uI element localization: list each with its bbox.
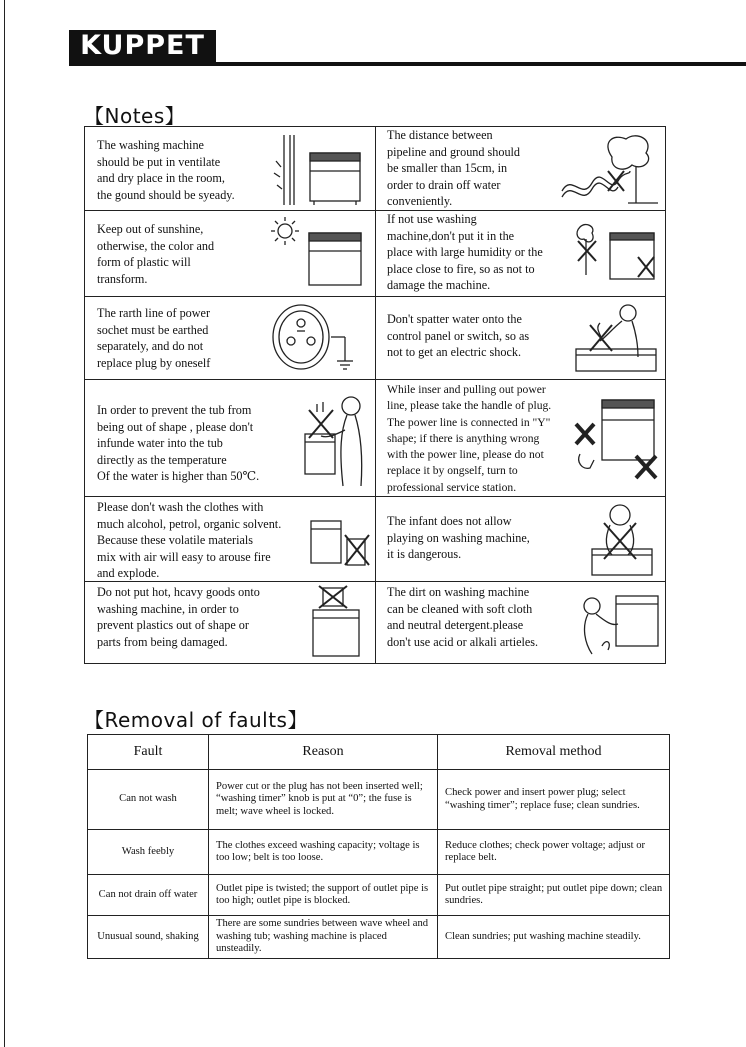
header-rule <box>69 62 746 66</box>
notes-row <box>85 496 665 581</box>
fault-cell: Wash feebly <box>88 830 209 875</box>
notes-title: 【Notes】 <box>84 104 186 128</box>
note-text: In order to prevent the tub from being out of shape , please don't infunde water into the tub directly as the temperature Of the water is higher than 50℃. <box>97 403 260 484</box>
notes-row <box>85 379 665 496</box>
washing-machine-wall-icon <box>272 131 367 207</box>
method-cell: Clean sundries; put washing machine steadily. <box>438 916 670 959</box>
drain-pipe-icon <box>558 131 660 207</box>
brand-logo: KUPPET <box>69 30 216 62</box>
note-text: If not use washing machine,don't put it in the place with large humidity or the place close to fire, so as not to damage the machine. <box>387 212 543 293</box>
fault-cell: Can not drain off water <box>88 875 209 916</box>
note-text: Keep out of sunshine, otherwise, the color and form of plastic will transform. <box>97 222 215 286</box>
no-water-splash-icon <box>572 301 660 375</box>
notes-row <box>85 127 665 210</box>
notes-table <box>84 126 666 664</box>
note-text: While inser and pulling out power line, please take the handle of plug. The power line is connected in "Y" shape; if there is anything wrong with the power line, please do not replace it by ongself, turn to professional service station. <box>387 383 552 494</box>
table-row <box>88 830 670 875</box>
note-text: The washing machine should be put in ventilate and dry place in the room, the gound should be syeady. <box>97 138 235 202</box>
no-petrol-icon <box>307 519 371 571</box>
method-cell: Put outlet pipe straight; put outlet pipe down; clean sundries. <box>438 875 670 916</box>
notes-row <box>85 581 665 663</box>
note-text: Don't spatter water onto the control panel or switch, so as not to get an electric shock. <box>387 312 530 360</box>
header-fault: Fault <box>88 735 209 770</box>
faults-header-row <box>88 735 670 770</box>
no-fire-humidity-icon <box>572 219 658 287</box>
method-cell: Reduce clothes; check power voltage; adjust or replace belt. <box>438 830 670 875</box>
fault-cell: Can not wash <box>88 770 209 830</box>
no-hot-water-icon <box>303 390 371 490</box>
note-text: Please don't wash the clothes with much alcohol, petrol, organic solvent. Because these volatile materials mix with air will easy to arouse fire and explode. <box>97 500 282 581</box>
note-text: The distance between pipeline and ground should be smaller than 15cm, in order to drain off water conveniently. <box>387 128 521 209</box>
reason-cell: Power cut or the plug has not been inserted well; “washing timer” knob is put at “0”; the fuse is melt; wave wheel is locked. <box>209 770 438 830</box>
note-cell <box>376 497 665 581</box>
power-socket-icon <box>271 301 361 375</box>
note-cell <box>85 211 376 296</box>
note-text: The rarth line of power sochet must be earthed separately, and do not replace plug by oneself <box>97 306 211 370</box>
reason-cell: There are some sundries between wave wheel and washing tub; washing machine is placed unsteadily. <box>209 916 438 959</box>
notes-row <box>85 210 665 296</box>
cleaning-machine-icon <box>572 586 662 660</box>
page-left-border <box>4 0 5 1047</box>
note-cell <box>85 127 376 210</box>
notes-row <box>85 296 665 379</box>
table-row <box>88 875 670 916</box>
faults-title: 【Removal of faults】 <box>84 708 308 732</box>
note-text: Do not put hot, hcavy goods onto washing machine, in order to prevent plastics out of shape or parts from being damaged. <box>97 585 260 649</box>
note-cell <box>85 297 376 379</box>
note-cell <box>376 297 665 379</box>
fault-cell: Unusual sound, shaking <box>88 916 209 959</box>
note-text: The dirt on washing machine can be cleaned with soft cloth and neutral detergent.please don't use acid or alkali artieles. <box>387 585 539 649</box>
header-reason: Reason <box>209 735 438 770</box>
plug-handling-icon <box>572 394 660 490</box>
faults-table <box>87 734 670 959</box>
method-cell: Check power and insert power plug; select “washing timer”; replace fuse; clean sundries. <box>438 770 670 830</box>
note-cell <box>376 211 665 296</box>
table-row <box>88 770 670 830</box>
note-cell <box>376 380 665 496</box>
no-heavy-goods-icon <box>307 584 367 660</box>
sun-machine-icon <box>267 215 367 291</box>
note-cell <box>85 380 376 496</box>
reason-cell: Outlet pipe is twisted; the support of outlet pipe is too high; outlet pipe is blocked. <box>209 875 438 916</box>
note-cell <box>85 582 376 663</box>
no-child-play-icon <box>576 499 660 579</box>
note-text: The infant does not allow playing on washing machine, it is dangerous. <box>387 514 530 562</box>
table-row <box>88 916 670 959</box>
reason-cell: The clothes exceed washing capacity; voltage is too low; belt is too loose. <box>209 830 438 875</box>
note-cell <box>376 127 665 210</box>
note-cell <box>85 497 376 581</box>
note-cell <box>376 582 665 663</box>
header-removal-method: Removal method <box>438 735 670 770</box>
